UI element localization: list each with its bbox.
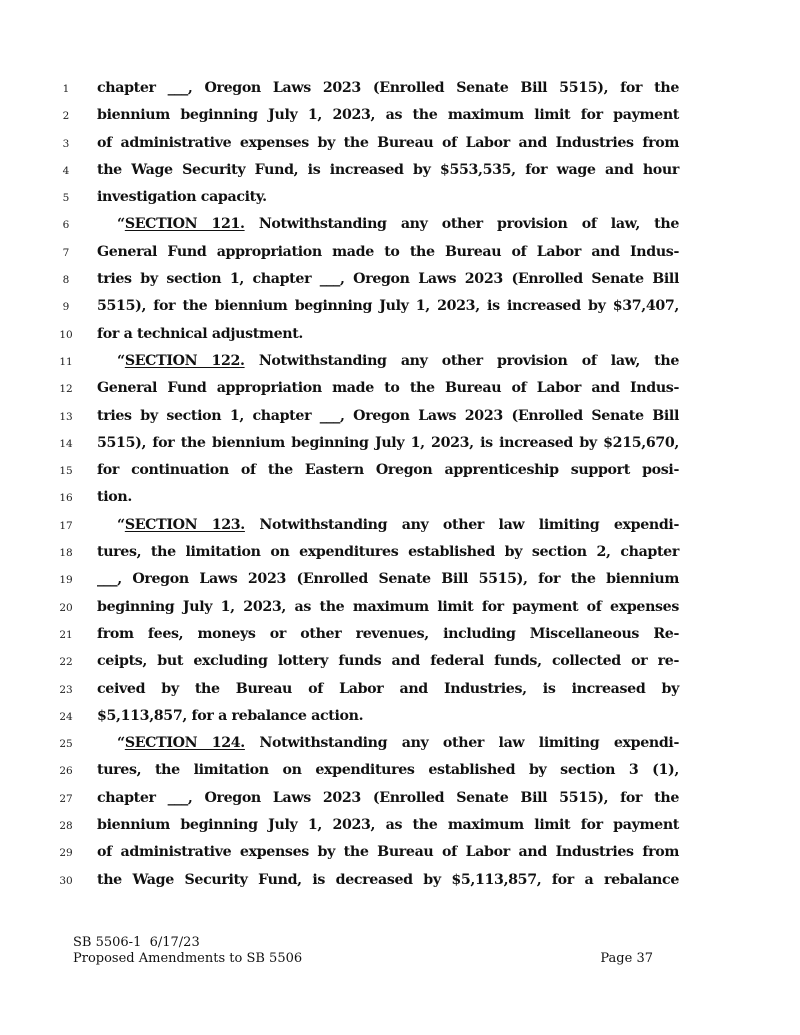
line-text: tion. (97, 489, 132, 506)
line-text: biennium beginning July 1, 2023, as the maximum limit for payment (97, 817, 679, 834)
line-number: 11 (59, 355, 73, 368)
section-text: Notwithstanding any other provision of law, the (244, 216, 680, 233)
line-text: $5,113,857, for a rebalance action. (97, 707, 364, 724)
line-text (97, 732, 679, 754)
text-line (0, 623, 800, 650)
line-number: 9 (62, 301, 70, 314)
line-number: 6 (62, 219, 70, 232)
line-text (97, 514, 679, 536)
line-text: 5515), for the biennium beginning July 1, 2023, is increased by $37,407, (97, 298, 679, 315)
section-text: Notwithstanding any other law limiting expendi- (244, 735, 679, 752)
open-quote: “ (117, 352, 125, 369)
section-text: Notwithstanding any other law limiting expendi- (244, 516, 679, 533)
text-line (0, 841, 800, 868)
line-text: tries by section 1, chapter ___, Oregon Laws 2023 (Enrolled Senate Bill (97, 407, 679, 424)
text-line (0, 241, 800, 268)
line-number: 7 (62, 246, 70, 259)
line-number: 15 (59, 465, 73, 478)
line-number: 8 (62, 274, 70, 287)
line-number: 25 (59, 738, 73, 751)
text-line (0, 596, 800, 623)
page-footer (73, 935, 653, 967)
line-text: 5515), for the biennium beginning July 1, 2023, is increased by $215,670, (97, 434, 679, 451)
line-number: 20 (59, 601, 73, 614)
text-line (0, 650, 800, 677)
text-line (0, 377, 800, 404)
line-number: 14 (59, 437, 73, 450)
section-heading-line (0, 350, 800, 377)
line-number: 18 (59, 547, 73, 560)
text-line (0, 186, 800, 213)
line-text: tries by section 1, chapter ___, Oregon Laws 2023 (Enrolled Senate Bill (97, 271, 679, 288)
footer-bill-id-row (73, 935, 653, 951)
line-number: 10 (59, 328, 73, 341)
line-number: 23 (59, 683, 73, 696)
line-number: 28 (59, 820, 73, 833)
open-quote: “ (117, 516, 125, 533)
section-text: Notwithstanding any other provision of law, the (244, 352, 680, 369)
text-line (0, 323, 800, 350)
text-line (0, 869, 800, 896)
line-text: the Wage Security Fund, is increased by $553,535, for wage and hour (97, 161, 679, 178)
text-line (0, 432, 800, 459)
section-label: SECTION 122. (124, 352, 245, 369)
line-number: 5 (62, 192, 70, 205)
text-line (0, 295, 800, 322)
bill-id: SB 5506-1 6/17/23 (73, 935, 200, 950)
text-line (0, 159, 800, 186)
line-text: ceipts, but excluding lottery funds and federal funds, collected or re- (97, 653, 679, 670)
line-text: of administrative expenses by the Bureau of Labor and Industries from (97, 844, 679, 861)
line-text: for continuation of the Eastern Oregon apprenticeship support posi- (97, 462, 679, 479)
text-line (0, 77, 800, 104)
text-line (0, 814, 800, 841)
line-number: 16 (59, 492, 73, 505)
line-text: ___, Oregon Laws 2023 (Enrolled Senate Bill 5515), for the biennium (97, 571, 679, 588)
line-number: 13 (59, 410, 73, 423)
text-line (0, 268, 800, 295)
text-line (0, 759, 800, 786)
line-number: 30 (59, 874, 73, 887)
amendment-description: Proposed Amendments to SB 5506 (73, 951, 303, 966)
line-text: chapter ___, Oregon Laws 2023 (Enrolled Senate Bill 5515), for the (97, 789, 679, 806)
line-number: 17 (59, 519, 73, 532)
text-line (0, 459, 800, 486)
page-number: Page 37 (600, 951, 653, 966)
line-number: 29 (59, 847, 73, 860)
section-heading-line (0, 732, 800, 759)
line-text: tures, the limitation on expenditures established by section 3 (1), (97, 762, 679, 779)
line-text: the Wage Security Fund, is decreased by $5,113,857, for a rebalance (97, 871, 679, 888)
document-body (0, 77, 800, 896)
text-line (0, 568, 800, 595)
line-text (97, 213, 679, 235)
line-number: 24 (59, 710, 73, 723)
line-text: from fees, moneys or other revenues, including Miscellaneous Re- (97, 625, 679, 642)
line-number: 12 (59, 383, 73, 396)
line-text: of administrative expenses by the Bureau of Labor and Industries from (97, 134, 679, 151)
text-line (0, 132, 800, 159)
text-line (0, 541, 800, 568)
text-line (0, 705, 800, 732)
line-text: investigation capacity. (97, 189, 267, 206)
line-text: beginning July 1, 2023, as the maximum limit for payment of expenses (97, 598, 679, 615)
section-heading-line (0, 213, 800, 240)
line-number: 19 (59, 574, 73, 587)
section-label: SECTION 124. (124, 735, 245, 752)
section-label: SECTION 123. (124, 516, 245, 533)
line-text: ceived by the Bureau of Labor and Industries, is increased by (97, 680, 679, 697)
text-line (0, 104, 800, 131)
line-text (97, 350, 679, 372)
line-text: for a technical adjustment. (97, 325, 304, 342)
line-number: 26 (59, 765, 73, 778)
section-heading-line (0, 514, 800, 541)
line-number: 27 (59, 792, 73, 805)
text-line (0, 405, 800, 432)
text-line (0, 486, 800, 513)
line-text: General Fund appropriation made to the Bureau of Labor and Indus- (97, 243, 679, 260)
line-number: 4 (62, 164, 70, 177)
text-line (0, 787, 800, 814)
line-text: chapter ___, Oregon Laws 2023 (Enrolled Senate Bill 5515), for the (97, 80, 679, 96)
line-number: 21 (59, 628, 73, 641)
line-number: 1 (62, 83, 70, 95)
line-text: biennium beginning July 1, 2023, as the maximum limit for payment (97, 107, 679, 124)
line-number: 22 (59, 656, 73, 669)
line-text: tures, the limitation on expenditures established by section 2, chapter (97, 544, 679, 561)
line-number: 2 (62, 110, 70, 123)
line-text: General Fund appropriation made to the Bureau of Labor and Indus- (97, 380, 679, 397)
open-quote: “ (117, 735, 125, 752)
text-line (0, 678, 800, 705)
section-label: SECTION 121. (124, 216, 245, 233)
line-number: 3 (62, 137, 70, 150)
footer-description-row (73, 951, 653, 967)
open-quote: “ (117, 216, 125, 233)
